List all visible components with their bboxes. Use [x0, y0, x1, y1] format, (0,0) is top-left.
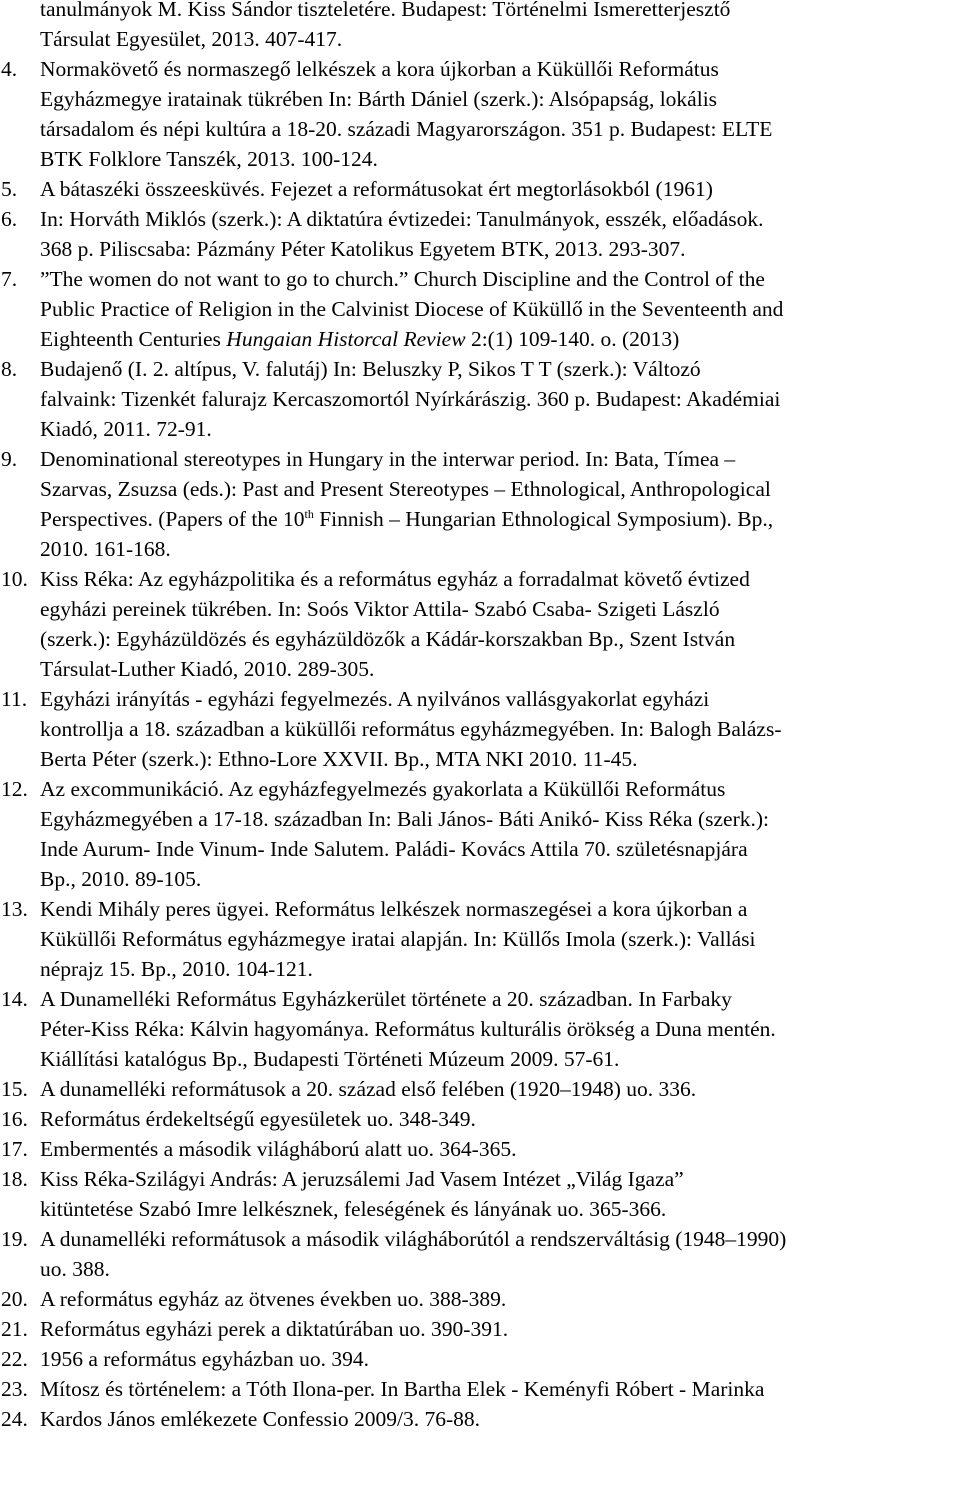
list-item	[0, 444, 960, 564]
entry-line: falvaink: Tizenkét falurajz Kercaszomortól Nyírkárászig. 360 p. Budapest: Akadémiai	[40, 387, 781, 411]
entry-text: Perspectives. (Papers of the 10	[40, 507, 305, 531]
ordinal-superscript: th	[304, 506, 314, 521]
entry-line: Református egyházi perek a diktatúrában uo. 390-391.	[40, 1317, 509, 1341]
list-item	[0, 264, 960, 354]
entry-line: Kiss Réka: Az egyházpolitika és a református egyház a forradalmat követő évtized	[40, 567, 750, 591]
entry-line: Public Practice of Religion in the Calvinist Diocese of Küküllő in the Seventeenth and	[40, 297, 784, 321]
entry-line: A bátaszéki összeesküvés. Fejezet a reformátusokat ért megtorlásokból (1961)	[40, 177, 713, 201]
entry-line: BTK Folklore Tanszék, 2013. 100-124.	[40, 147, 378, 171]
list-item	[0, 1134, 960, 1164]
entry-text: 2:(1) 109-140. o. (2013)	[465, 327, 680, 351]
entry-line: Mítosz és történelem: a Tóth Ilona-per. In Bartha Elek - Keményfi Róbert - Marinka	[40, 1377, 765, 1401]
entry-line: Berta Péter (szerk.): Ethno-Lore XXVII. Bp., MTA NKI 2010. 11-45.	[40, 747, 638, 771]
journal-title: Hungaian Historcal Review	[226, 327, 466, 351]
item-number: 12.	[1, 777, 28, 801]
entry-line: Denominational stereotypes in Hungary in the interwar period. In: Bata, Tímea –	[40, 447, 736, 471]
entry-line: A dunamelléki reformátusok a második világháborútól a rendszerváltásig (1948–1990)	[40, 1227, 787, 1251]
list-item	[0, 1164, 960, 1224]
item-number: 23.	[1, 1377, 28, 1401]
list-item	[0, 1074, 960, 1104]
item-number: 5.	[1, 177, 18, 201]
entry-line: A református egyház az ötvenes években uo. 388-389.	[40, 1287, 507, 1311]
entry-line: ”The women do not want to go to church.” Church Discipline and the Control of the	[40, 267, 765, 291]
entry-text: Finnish – Hungarian Ethnological Symposium). Bp.,	[313, 507, 774, 531]
item-number: 7.	[1, 267, 18, 291]
list-item	[0, 894, 960, 984]
list-item	[0, 774, 960, 894]
entry-line: Szarvas, Zsuzsa (eds.): Past and Present Stereotypes – Ethnological, Anthropological	[40, 477, 771, 501]
entry-line: kitüntetése Szabó Imre lelkésznek, feleségének és lányának uo. 365-366.	[40, 1197, 667, 1221]
list-item	[0, 684, 960, 774]
entry-line: egyházi pereinek tükrében. In: Soós Viktor Attila- Szabó Csaba- Szigeti László	[40, 597, 720, 621]
list-item	[0, 1314, 960, 1344]
entry-line: Normakövető és normaszegő lelkészek a kora újkorban a Küküllői Református	[40, 57, 719, 81]
item-number: 24.	[1, 1407, 28, 1431]
entry-line: 1956 a református egyházban uo. 394.	[40, 1347, 369, 1371]
entry-line: Küküllői Református egyházmegye iratai alapján. In: Küllős Imola (szerk.): Vallási	[40, 927, 756, 951]
entry-line: Társulat Egyesület, 2013. 407-417.	[40, 27, 343, 51]
list-item	[0, 174, 960, 204]
item-number: 22.	[1, 1347, 28, 1371]
entry-line: néprajz 15. Bp., 2010. 104-121.	[40, 957, 313, 981]
list-item	[0, 984, 960, 1074]
entry-line: Budajenő (I. 2. altípus, V. falutáj) In: Beluszky P, Sikos T T (szerk.): Változó	[40, 357, 701, 381]
entry-line: (szerk.): Egyházüldözés és egyházüldözők a Kádár-korszakban Bp., Szent István	[40, 627, 736, 651]
item-number: 19.	[1, 1227, 28, 1251]
item-number: 13.	[1, 897, 28, 921]
entry-line: Az excommunikáció. Az egyházfegyelmezés gyakorlata a Küküllői Református	[40, 777, 726, 801]
entry-line: Egyházi irányítás - egyházi fegyelmezés. A nyilvános vallásgyakorlat egyházi	[40, 687, 710, 711]
item-number: 17.	[1, 1137, 28, 1161]
list-item	[0, 1284, 960, 1314]
entry-line: 2010. 161-168.	[40, 537, 171, 561]
list-item	[0, 1224, 960, 1284]
entry-line: Társulat-Luther Kiadó, 2010. 289-305.	[40, 657, 375, 681]
entry-line: Kardos János emlékezete Confessio 2009/3. 76-88.	[40, 1407, 481, 1431]
list-item	[0, 1374, 960, 1404]
entry-line: Kiss Réka-Szilágyi András: A jeruzsálemi Jad Vasem Intézet „Világ Igaza”	[40, 1167, 684, 1191]
item-number: 20.	[1, 1287, 28, 1311]
list-item	[0, 0, 960, 54]
entry-line: In: Horváth Miklós (szerk.): A diktatúra évtizedei: Tanulmányok, esszék, előadások.	[40, 207, 764, 231]
item-number: 10.	[1, 567, 28, 591]
entry-line: Kiadó, 2011. 72-91.	[40, 417, 212, 441]
entry-line: Kiállítási katalógus Bp., Budapesti Történeti Múzeum 2009. 57-61.	[40, 1047, 620, 1071]
entry-text: Eighteenth Centuries	[40, 327, 227, 351]
item-number: 21.	[1, 1317, 28, 1341]
entry-line: társadalom és népi kultúra a 18-20. századi Magyarországon. 351 p. Budapest: ELTE	[40, 117, 773, 141]
entry-line: Bp., 2010. 89-105.	[40, 867, 202, 891]
item-number: 14.	[1, 987, 28, 1011]
item-number: 4.	[1, 57, 18, 81]
entry-line: Kendi Mihály peres ügyei. Református lelkészek normaszegései a kora újkorban a	[40, 897, 748, 921]
list-item	[0, 1104, 960, 1134]
entry-line: 368 p. Piliscsaba: Pázmány Péter Katolikus Egyetem BTK, 2013. 293-307.	[40, 237, 686, 261]
item-number: 6.	[1, 207, 18, 231]
list-item	[0, 204, 960, 264]
entry-line: tanulmányok M. Kiss Sándor tiszteletére. Budapest: Történelmi Ismeretterjesztő	[40, 0, 731, 21]
list-item	[0, 1404, 960, 1434]
list-item	[0, 54, 960, 174]
item-number: 8.	[1, 357, 18, 381]
entry-line	[40, 504, 952, 534]
entry-line: Embermentés a második világháború alatt uo. 364-365.	[40, 1137, 517, 1161]
list-item	[0, 564, 960, 684]
item-number: 16.	[1, 1107, 28, 1131]
entry-line	[40, 324, 952, 354]
entry-line: Református érdekeltségű egyesületek uo. 348-349.	[40, 1107, 476, 1131]
entry-line: Inde Aurum- Inde Vinum- Inde Salutem. Paládi- Kovács Attila 70. születésnapjára	[40, 837, 748, 861]
entry-line: kontrollja a 18. században a küküllői református egyházmegyében. In: Balogh Balázs-	[40, 717, 782, 741]
item-number: 18.	[1, 1167, 28, 1191]
entry-line: Egyházmegye iratainak tükrében In: Bárth Dániel (szerk.): Alsópapság, lokális	[40, 87, 718, 111]
entry-line: A Dunamelléki Református Egyházkerület története a 20. században. In Farbaky	[40, 987, 732, 1011]
list-item	[0, 1344, 960, 1374]
entry-line: A dunamelléki reformátusok a 20. század első felében (1920–1948) uo. 336.	[40, 1077, 697, 1101]
item-number: 11.	[1, 687, 28, 711]
item-number: 15.	[1, 1077, 28, 1101]
entry-line: Péter-Kiss Réka: Kálvin hagyománya. Református kulturális örökség a Duna mentén.	[40, 1017, 776, 1041]
item-number: 9.	[1, 447, 18, 471]
list-item	[0, 354, 960, 444]
entry-line: uo. 388.	[40, 1257, 110, 1281]
entry-line: Egyházmegyében a 17-18. században In: Bali János- Báti Anikó- Kiss Réka (szerk.):	[40, 807, 769, 831]
